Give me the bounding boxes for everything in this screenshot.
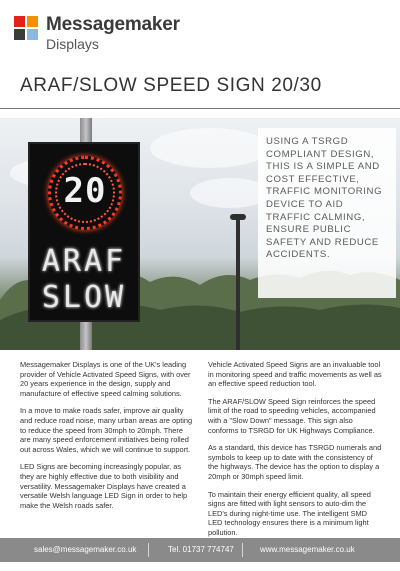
paragraph: The ARAF/SLOW Speed Sign reinforces the speed limit of the road to speeding vehicles, accompanied with a "Slow Down" message. This sign also conforms to TSRGD for UK Highways Compliance. — [208, 396, 376, 435]
sign-word-araf: ARAF — [41, 244, 127, 279]
paragraph: In a move to make roads safer, improve air quality and reduce road noise, many urban areas are opting to reduce the speed from 30mph to 20mph. There are many speed enforcement initiatives being rolled out across Wales, which we will continue to support. — [20, 406, 193, 454]
brand-name: Messagemaker — [46, 14, 180, 35]
body-column-right — [208, 360, 383, 546]
sign-word-slow: SLOW — [41, 280, 127, 315]
paragraph: Messagemaker Displays is one of the UK's leading provider of Vehicle Activated Speed Signs, with over 20 years experience in the design, supply and manufacture of effective speed calming solutions. — [20, 360, 191, 398]
speed-ring-icon — [48, 156, 122, 230]
paragraph: LED Signs are becoming increasingly popular, as they are highly effective due to both visibility and versatility. Messagemaker Displays have created a versatile Welsh language LED Sign in order to help make the Welsh roads safer. — [20, 462, 188, 510]
brand-logo — [14, 14, 214, 54]
footer-website-link[interactable]: www.messagemaker.co.uk — [260, 545, 355, 554]
logo-mark-icon — [14, 16, 40, 42]
title-divider — [0, 108, 400, 109]
paragraph: To maintain their energy efficient quality, all speed signs are fitted with light sensors to auto-dim the LED's during night-time use. The intelligent SMD LED technology ensures there is a minimum light pollution. — [208, 489, 371, 537]
lamp-head-icon — [230, 214, 246, 220]
paragraph: Vehicle Activated Speed Signs are an invaluable tool in monitoring speed and traffic movements as well as an effective speed reduction tool. — [208, 360, 382, 389]
brand-sub: Displays — [46, 36, 99, 52]
footer-divider — [242, 543, 243, 557]
lamp-post — [236, 218, 240, 350]
body-column-left — [20, 360, 195, 518]
speed-sign — [28, 142, 140, 322]
page-title: ARAF/SLOW SPEED SIGN 20/30 — [20, 75, 322, 96]
footer-bar — [0, 538, 400, 562]
hero-callout — [258, 128, 396, 298]
paragraph: As a standard, this device has TSRGD numerals and symbols to keep up to date with the consistency of the highways. The device has the option to display a 20mph or 30mph speed limit. — [208, 443, 382, 481]
sign-number: 20 — [63, 171, 107, 211]
footer-phone[interactable]: Tel. 01737 774747 — [168, 545, 234, 554]
callout-text: USING A TSRGD COMPLIANT DESIGN, THIS IS A SIMPLE AND COST EFFECTIVE, TRAFFIC MONITORING DEVICE TO AID TRAFFIC CALMING, ENSURE PUBLIC SAFETY AND REDUCE ACCIDENTS. — [266, 136, 383, 261]
cloud — [150, 128, 270, 168]
footer-divider — [148, 543, 149, 557]
footer-email-link[interactable]: sales@messagemaker.co.uk — [34, 545, 137, 554]
